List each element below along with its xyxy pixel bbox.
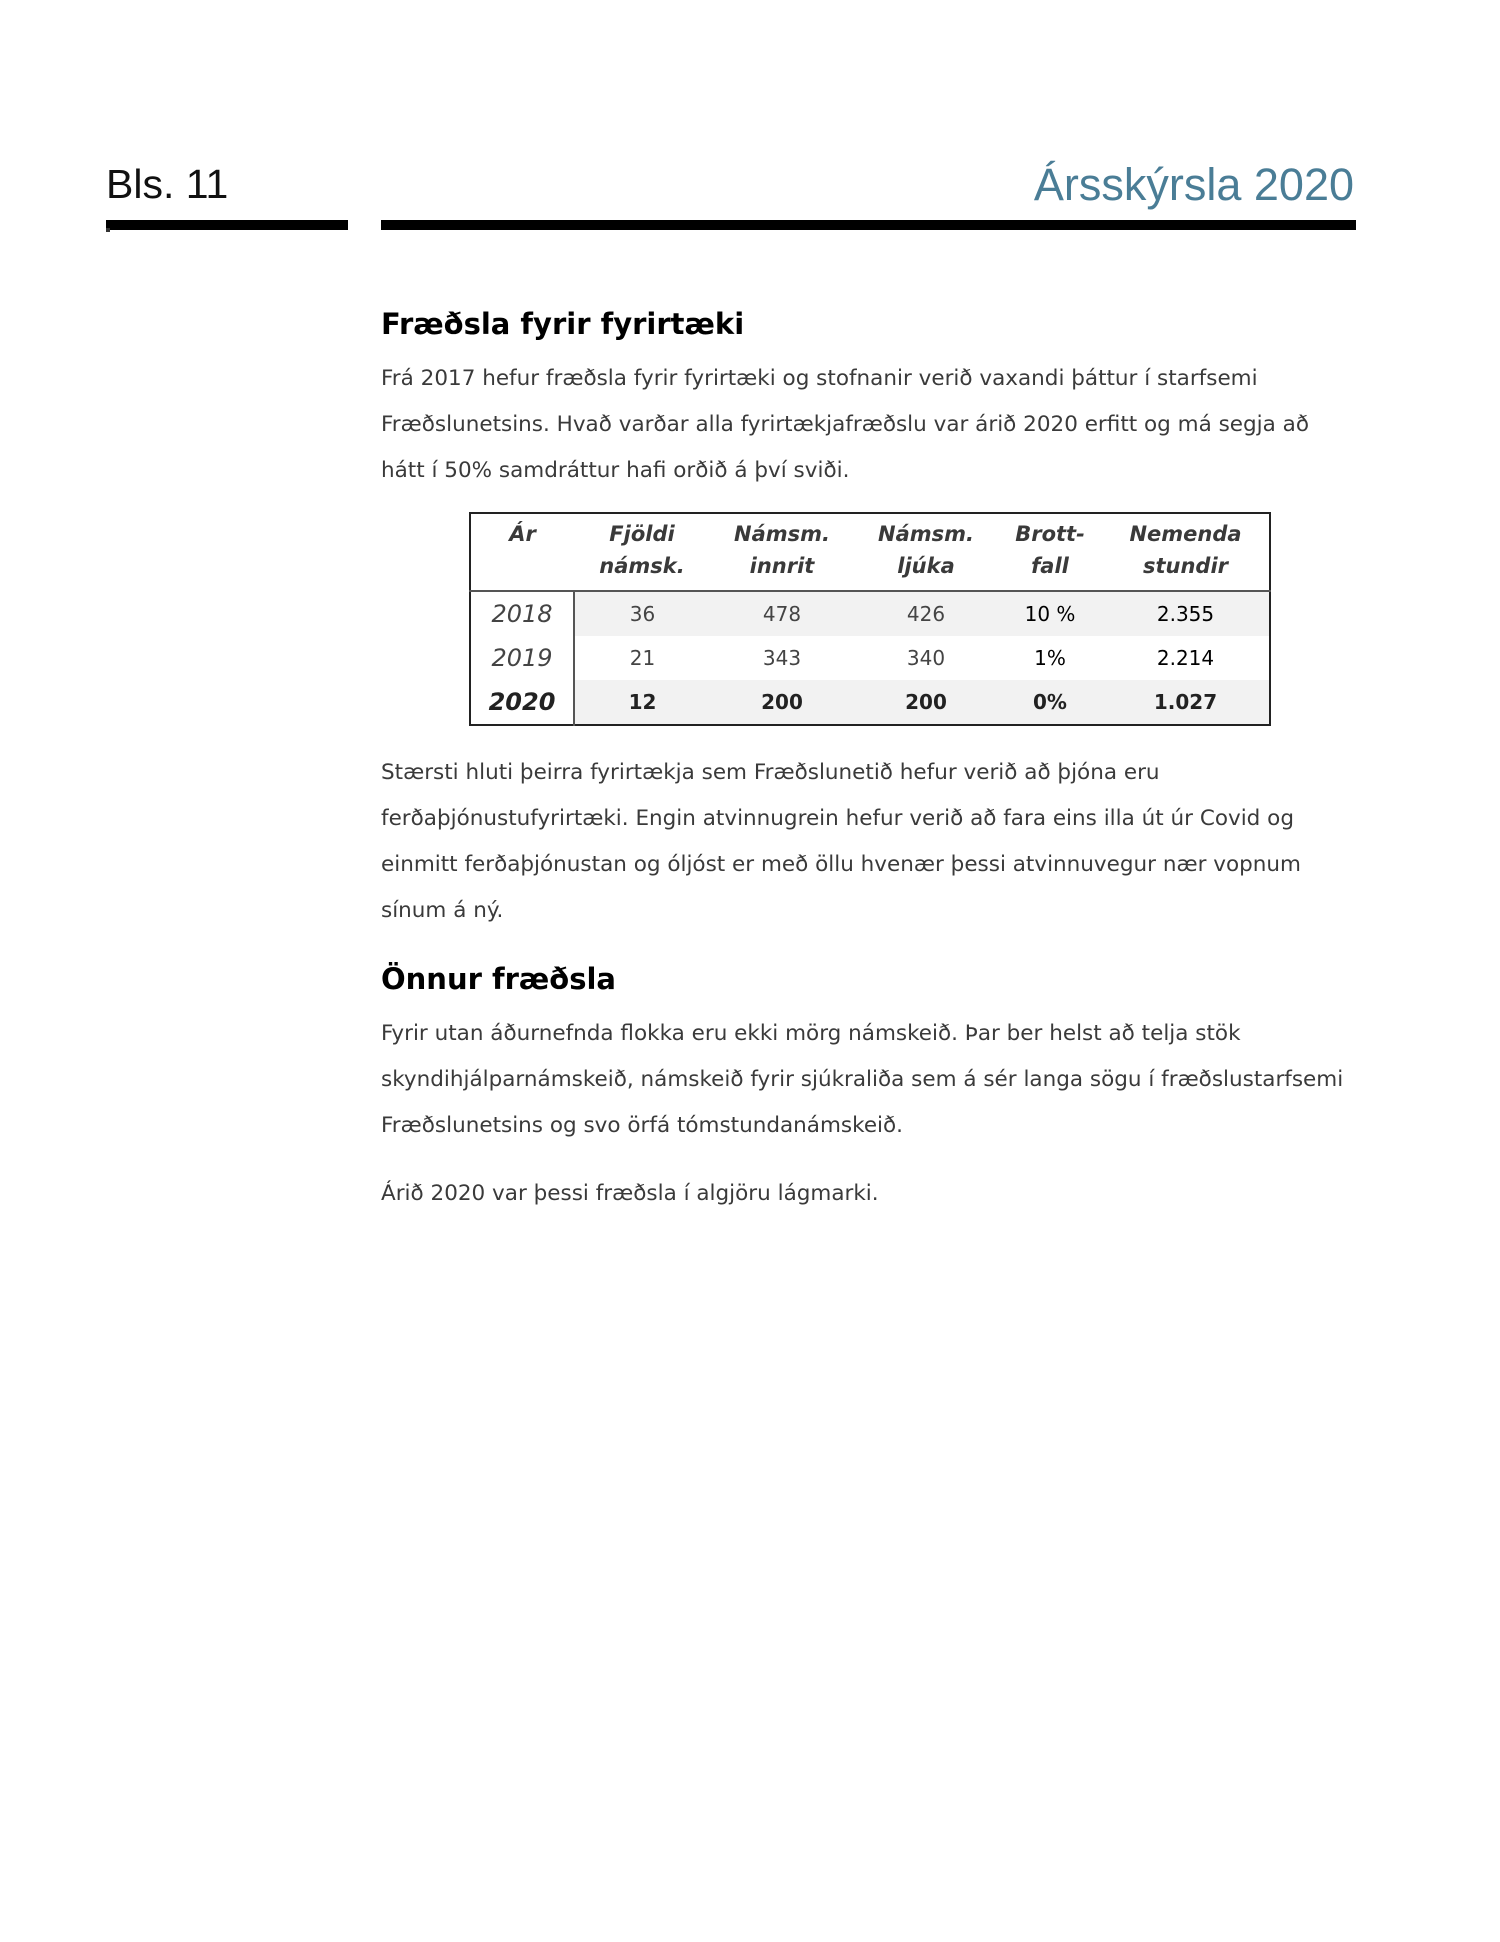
paragraph-line: Frá 2017 hefur fræðsla fyrir fyrirtæki og stofnanir verið vaxandi þáttur í starfsemi <box>381 366 1258 392</box>
paragraph-line: Fræðslunetsins og svo örfá tómstundanámskeið. <box>381 1113 904 1139</box>
main-content <box>381 305 1361 1217</box>
header-line: Nemenda <box>1129 522 1242 547</box>
cell-dropout: 0% <box>998 680 1102 725</box>
cell-student-hours: 2.214 <box>1156 646 1215 671</box>
header-rule-left <box>106 220 348 230</box>
cell-courses: 36 <box>574 591 710 636</box>
header-line: Ár <box>509 522 536 547</box>
cell-courses: 12 <box>574 680 710 725</box>
header-line: innrit <box>749 554 815 579</box>
cell-completed: 200 <box>854 680 998 725</box>
header-line: Námsm. <box>878 522 974 547</box>
cell-year: 2018 <box>470 591 574 636</box>
col-header-completed <box>854 513 998 591</box>
paragraph-line: Fyrir utan áðurnefnda flokka eru ekki mörg námskeið. Þar ber helst að telja stök <box>381 1021 1241 1047</box>
col-header-student-hours <box>1102 513 1270 591</box>
header-line: námsk. <box>599 554 685 579</box>
other-education-paragraph <box>381 1011 1361 1149</box>
cell-dropout: 10 % <box>998 591 1102 636</box>
section-heading-onnur: Önnur fræðsla <box>381 962 616 997</box>
spacer <box>381 1149 1361 1171</box>
table-row <box>470 591 1270 636</box>
spacer <box>381 934 1361 960</box>
paragraph-line: hátt í 50% samdráttur hafi orðið á því sviði. <box>381 458 850 484</box>
paragraph-line: ferðaþjónustufyrirtæki. Engin atvinnugrein hefur verið að fara eins illa út úr Covid og <box>381 806 1294 832</box>
header-line: fall <box>1031 554 1069 579</box>
header-line: stundir <box>1142 554 1229 579</box>
paragraph-line: einmitt ferðaþjónustan og óljóst er með öllu hvenær þessi atvinnuvegur nær vopnum <box>381 852 1301 878</box>
paragraph-line: Stærsti hluti þeirra fyrirtækja sem Fræðslunetið hefur verið að þjóna eru <box>381 760 1160 786</box>
table-row <box>470 680 1270 725</box>
table-row <box>470 636 1270 680</box>
col-header-year <box>470 513 574 591</box>
cell-enrolled: 200 <box>710 680 854 725</box>
col-header-enrolled <box>710 513 854 591</box>
header-rule-right <box>381 220 1356 230</box>
paragraph-line: Fræðslunetsins. Hvað varðar alla fyrirtækjafræðslu var árið 2020 erfitt og má segja að <box>381 412 1309 438</box>
intro-paragraph <box>381 356 1361 494</box>
paragraph-line: sínum á ný. <box>381 898 504 924</box>
tourism-paragraph <box>381 750 1361 934</box>
cell-courses: 21 <box>629 646 656 671</box>
section-heading-fyrirtaeki: Fræðsla fyrir fyrirtæki <box>381 307 745 341</box>
cell-year: 2020 <box>470 680 574 725</box>
cell-student-hours: 2.355 <box>1102 591 1270 636</box>
page-number: Bls. 11 <box>106 161 229 207</box>
col-header-courses <box>574 513 710 591</box>
header-line: Fjöldi <box>609 522 675 547</box>
col-header-dropout <box>998 513 1102 591</box>
cell-dropout: 1% <box>1034 646 1066 671</box>
stats-table <box>469 512 1271 726</box>
cell-student-hours: 1.027 <box>1102 680 1270 725</box>
cell-enrolled: 343 <box>762 646 802 671</box>
table-header-row <box>470 513 1270 591</box>
closing-paragraph: Árið 2020 var þessi fræðsla í algjöru lágmarki. <box>381 1181 879 1207</box>
header-line: ljúka <box>897 554 955 579</box>
stats-table-wrapper <box>469 512 1271 726</box>
header-line: Brott- <box>1015 522 1085 547</box>
cell-year: 2019 <box>470 636 574 680</box>
paragraph-line: skyndihjálparnámskeið, námskeið fyrir sjúkraliða sem á sér langa sögu í fræðslustarfsemi <box>381 1067 1344 1093</box>
cell-enrolled: 478 <box>710 591 854 636</box>
cell-completed: 340 <box>906 646 946 671</box>
header-line: Námsm. <box>734 522 830 547</box>
cell-completed: 426 <box>854 591 998 636</box>
header-rule-tick <box>106 228 110 232</box>
document-title: Ársskýrsla 2020 <box>1033 159 1354 210</box>
